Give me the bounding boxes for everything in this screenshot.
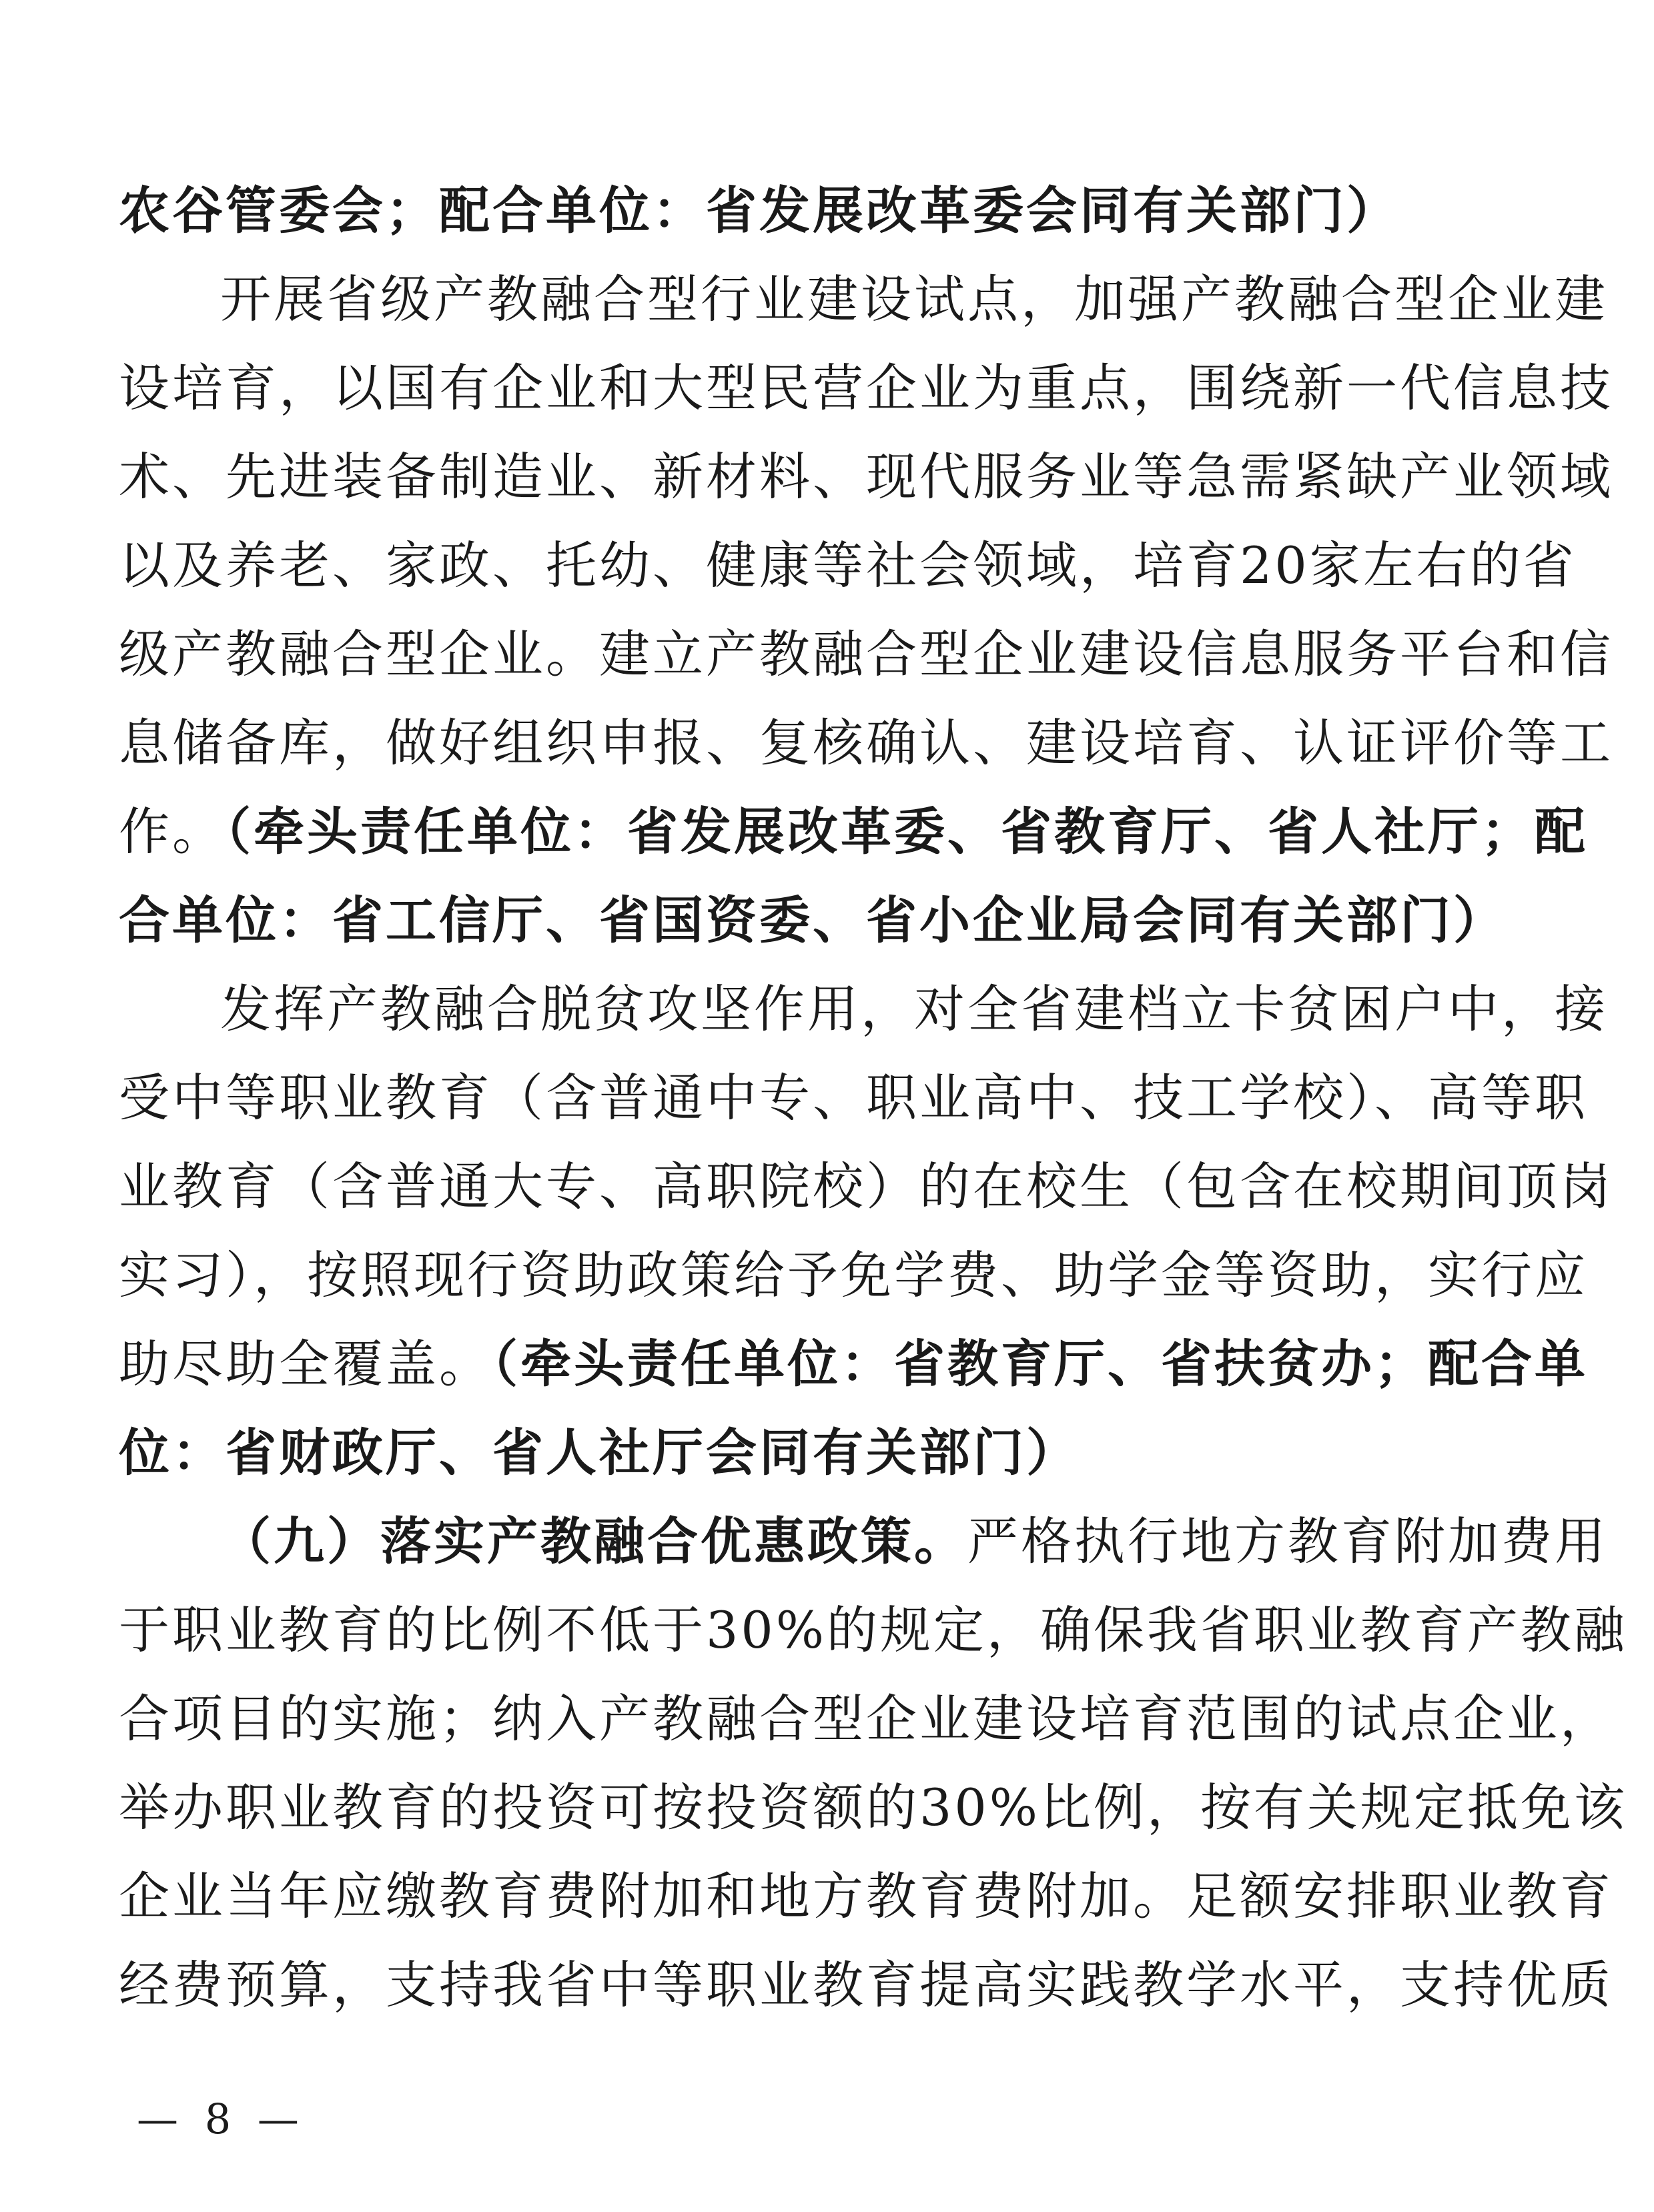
body-text-run: 助尽助全覆盖。 xyxy=(119,1334,492,1394)
body-text-run: 以及养老、家政、托幼、健康等社会领域，培育20家左右的省 xyxy=(119,536,1577,595)
text-line xyxy=(119,1864,1613,1928)
text-line xyxy=(119,800,1588,864)
body-text-run: 合项目的实施；纳入产教融合型企业建设培育范围的试点企业， xyxy=(119,1689,1613,1748)
text-line xyxy=(119,534,1577,598)
bold-text: （牵头责任单位：省教育厅、省扶贫办；配合单 xyxy=(492,1334,1588,1394)
body-text-run: 级产教融合型企业。建立产教融合型企业建设信息服务平台和信 xyxy=(119,624,1613,684)
body-text-run: 严格执行地方教育附加费用 xyxy=(967,1512,1608,1571)
text-line xyxy=(119,1687,1613,1751)
body-text-run: 开展省级产教融合型行业建设试点，加强产教融合型企业建 xyxy=(220,269,1608,329)
text-line xyxy=(220,977,1608,1041)
text-line xyxy=(119,1421,1460,1485)
text-line xyxy=(119,1776,1627,1840)
text-line xyxy=(119,622,1613,686)
body-text-run: 术、先进装备制造业、新材料、现代服务业等急需紧缺产业领域 xyxy=(119,447,1613,506)
bold-text: （牵头责任单位：省发展改革委、省教育厅、省人社厅；配 xyxy=(226,802,1588,861)
text-line xyxy=(119,1953,1613,2017)
bold-text: 农谷管委会；配合单位：省发展改革委会同有关部门） xyxy=(119,181,1400,240)
body-text-run: 经费预算，支持我省中等职业教育提高实践教学水平，支持优质 xyxy=(119,1955,1613,2015)
text-line xyxy=(220,1510,1608,1574)
text-line xyxy=(119,445,1613,509)
text-line xyxy=(119,1598,1627,1662)
text-line xyxy=(119,179,1460,243)
bold-text: 合单位：省工信厅、省国资委、省小企业局会同有关部门） xyxy=(119,891,1507,950)
text-line xyxy=(119,889,1507,953)
bold-text: 位：省财政厅、省人社厅会同有关部门） xyxy=(119,1423,1080,1482)
body-text-run: 设培育，以国有企业和大型民营企业为重点，围绕新一代信息技 xyxy=(119,358,1613,418)
text-line xyxy=(119,1155,1613,1219)
body-text-run: 于职业教育的比例不低于30%的规定，确保我省职业教育产教融 xyxy=(119,1600,1627,1660)
body-text-run: 作。 xyxy=(119,802,226,861)
text-line xyxy=(119,711,1613,775)
bold-text: （九）落实产教融合优惠政策。 xyxy=(220,1512,967,1571)
body-text-run: 息储备库，做好组织申报、复核确认、建设培育、认证评价等工 xyxy=(119,713,1613,772)
text-line xyxy=(119,1243,1588,1307)
text-line xyxy=(119,1332,1588,1396)
body-text-run: 实习），按照现行资助政策给予免学费、助学金等资助，实行应 xyxy=(119,1245,1588,1305)
body-text-run: 业教育（含普通大专、高职院校）的在校生（包含在校期间顶岗 xyxy=(119,1157,1613,1216)
page-number: — 8 — xyxy=(137,2095,306,2143)
text-line xyxy=(220,267,1608,332)
text-line xyxy=(119,356,1613,420)
text-line xyxy=(119,1066,1588,1130)
body-text-run: 企业当年应缴教育费附加和地方教育费附加。足额安排职业教育 xyxy=(119,1866,1613,1926)
body-text-run: 发挥产教融合脱贫攻坚作用，对全省建档立卡贫困户中，接 xyxy=(220,979,1608,1039)
body-text-run: 举办职业教育的投资可按投资额的30%比例，按有关规定抵免该 xyxy=(119,1778,1627,1837)
body-text-run: 受中等职业教育（含普通中专、职业高中、技工学校）、高等职 xyxy=(119,1068,1588,1127)
